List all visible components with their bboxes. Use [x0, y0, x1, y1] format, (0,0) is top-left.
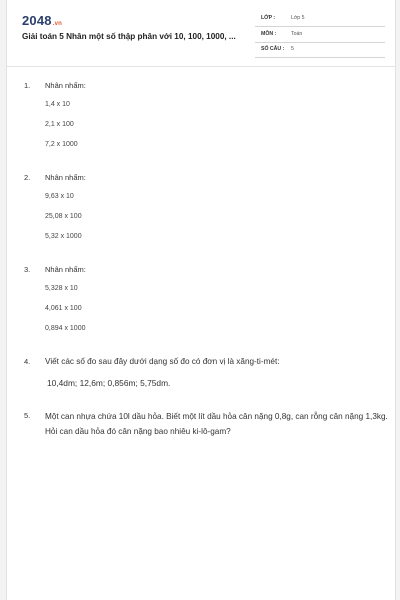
meta-class-label: LỚP :	[261, 15, 276, 21]
question-item: 0,894 x 1000	[45, 325, 86, 332]
meta-class-row	[255, 13, 385, 27]
meta-subject-value: Toán	[291, 31, 303, 37]
question-item: 2,1 x 100	[45, 121, 74, 128]
question-item: 4,061 x 100	[45, 305, 82, 312]
worksheet-header	[7, 0, 395, 67]
meta-class-value: Lớp 5	[291, 15, 305, 21]
question-number: 2.	[24, 173, 31, 182]
question-number: 1.	[24, 81, 31, 90]
question-item: 25,08 x 100	[45, 213, 82, 220]
question-text: Viết các số đo sau đây dưới dạng số đo có đơn vị là xăng-ti-mét:	[45, 357, 280, 366]
worksheet-page	[6, 0, 396, 600]
question-item: 1,4 x 10	[45, 101, 70, 108]
meta-count-row	[255, 44, 385, 58]
meta-count-value: 5	[291, 46, 294, 52]
question-text: Một can nhựa chứa 10l dầu hỏa. Biết một lít dầu hỏa cân nặng 0,8g, can rỗng cân nặng 1,3kg. Hỏi can dầu hỏa đó cân nặng bao nhiêu ki-lô-gam?	[45, 412, 388, 436]
meta-subject-row	[255, 29, 385, 43]
question-text: Nhân nhẩm:	[45, 81, 86, 90]
question-text: Nhân nhẩm:	[45, 173, 86, 182]
meta-subject-label: MÔN :	[261, 31, 277, 37]
question-text: Nhân nhẩm:	[45, 265, 86, 274]
question-item: 5,328 x 10	[45, 285, 78, 292]
question-number: 5.	[24, 411, 31, 420]
question-item: 9,63 x 10	[45, 193, 74, 200]
question-number: 4.	[24, 357, 31, 366]
measurement-list: 10,4dm; 12,6m; 0,856m; 5,75dm.	[47, 378, 171, 388]
site-logo[interactable]: 2048.vn	[22, 13, 63, 28]
question-number: 3.	[24, 265, 31, 274]
question-item: 7,2 x 1000	[45, 141, 78, 148]
worksheet-title: Giải toán 5 Nhân một số thập phân với 10, 100, 1000, ...	[22, 32, 236, 41]
question-item: 5,32 x 1000	[45, 233, 82, 240]
meta-count-label: SỐ CÂU :	[261, 46, 285, 52]
